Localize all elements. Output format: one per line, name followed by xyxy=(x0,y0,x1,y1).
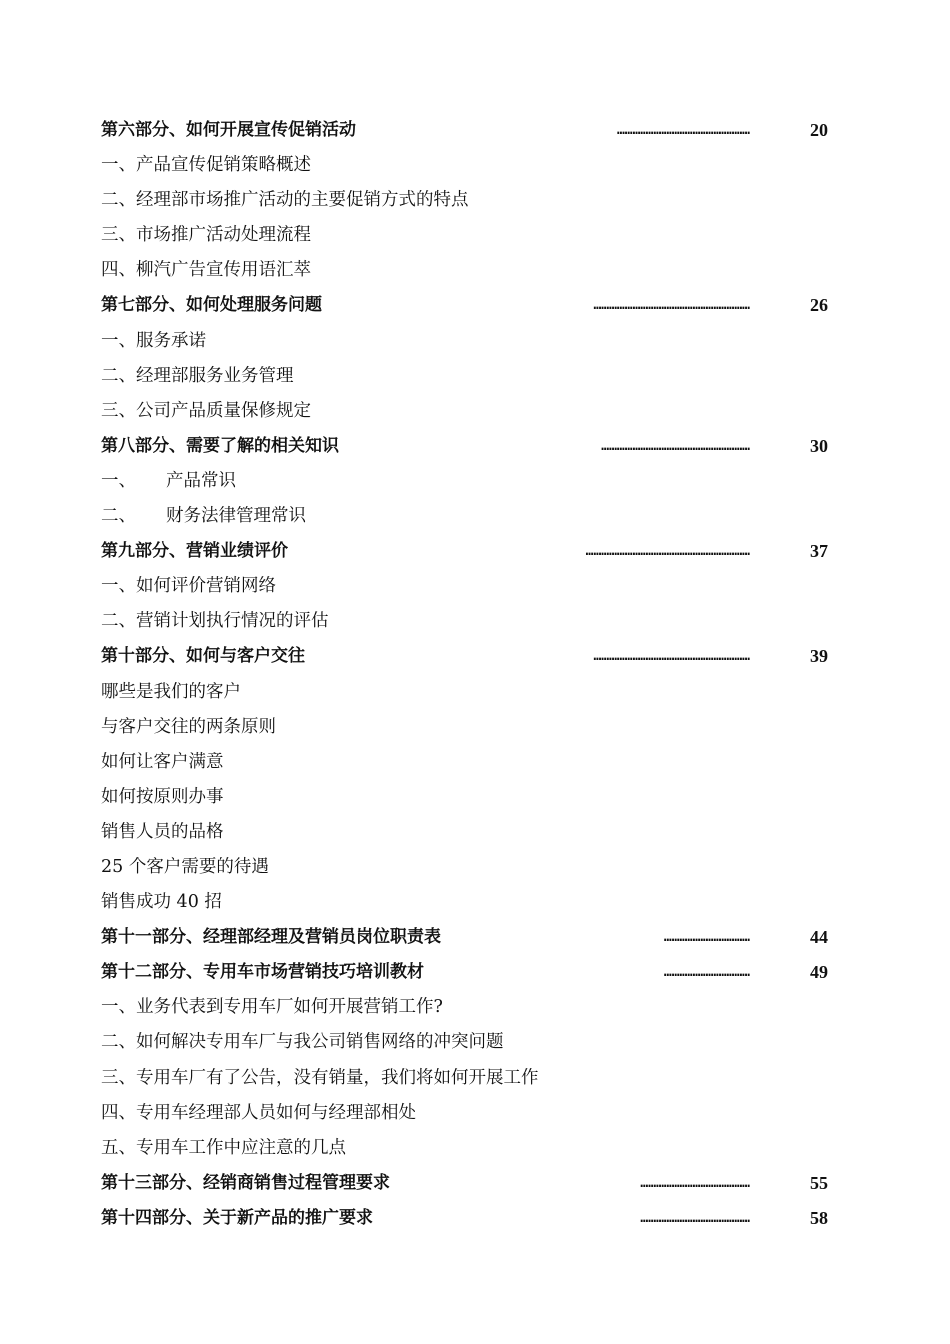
toc-subsection-item[interactable] xyxy=(101,1131,828,1166)
toc-entry-title: 四、专用车经理部人员如何与经理部相处 xyxy=(101,1102,416,1123)
toc-leader-dots: …………………………………………………… xyxy=(593,649,750,665)
toc-leader-dots: …………………………………………… xyxy=(616,123,750,138)
toc-entry-title: 如何按原则办事 xyxy=(101,786,224,807)
toc-section-heading[interactable] xyxy=(101,639,828,674)
toc-subsection-item[interactable] xyxy=(101,604,828,639)
toc-entry-title: 一、如何评价营销网络 xyxy=(101,576,276,597)
toc-entry-title: 三、专用车厂有了公告，没有销量，我们将如何开展工作 xyxy=(101,1067,539,1088)
toc-leader-dots: ………………………………………………… xyxy=(601,438,750,454)
toc-page-number: 20 xyxy=(810,120,828,140)
toc-subsection-item[interactable] xyxy=(101,148,828,183)
toc-entry-title: 一、业务代表到专用车厂如何开展营销工作? xyxy=(101,997,443,1018)
toc-entry-title: 第十二部分、专用车市场营销技巧培训教材 xyxy=(101,962,424,983)
toc-section-heading[interactable] xyxy=(101,113,828,148)
toc-section-heading[interactable] xyxy=(101,920,828,955)
toc-page-number: 44 xyxy=(810,927,828,948)
toc-entry-title: 三、市场推广活动处理流程 xyxy=(101,225,311,246)
toc-section-heading[interactable] xyxy=(101,534,828,569)
toc-entry-title: 五、专用车工作中应注意的几点 xyxy=(101,1137,346,1158)
toc-subsection-item[interactable] xyxy=(101,885,828,920)
toc-subsection-item[interactable] xyxy=(101,464,828,499)
toc-subsection-item[interactable] xyxy=(101,499,828,534)
toc-item-prefix: 二、 xyxy=(101,506,136,527)
toc-page-number: 49 xyxy=(810,962,828,983)
toc-section-heading[interactable] xyxy=(101,1201,828,1236)
toc-subsection-item[interactable] xyxy=(101,218,828,253)
toc-entry-title: 与客户交往的两条原则 xyxy=(101,716,276,737)
toc-section-heading[interactable] xyxy=(101,1166,828,1201)
toc-entry-title: 第八部分、需要了解的相关知识 xyxy=(101,435,339,456)
toc-subsection-item[interactable] xyxy=(101,990,828,1025)
toc-leader-dots: ……………………………………………………… xyxy=(585,544,750,560)
toc-section-heading[interactable] xyxy=(101,288,828,323)
toc-leader-dots: …………………………………… xyxy=(640,1210,750,1226)
toc-subsection-item[interactable] xyxy=(101,324,828,359)
toc-subsection-item[interactable] xyxy=(101,780,828,815)
toc-page-number: 55 xyxy=(810,1172,828,1193)
toc-entry-title: 销售人员的品格 xyxy=(101,821,224,842)
toc-entry-title: 四、柳汽广告宣传用语汇萃 xyxy=(101,260,311,281)
toc-subsection-item[interactable] xyxy=(101,569,828,604)
toc-entry-title: 第十四部分、关于新产品的推广要求 xyxy=(101,1207,373,1228)
toc-entry-title: 二、经理部市场推广活动的主要促销方式的特点 xyxy=(101,190,469,211)
toc-leader-dots: …………………………… xyxy=(663,930,750,946)
toc-subsection-item[interactable] xyxy=(101,850,828,885)
toc-entry-title: 第十一部分、经理部经理及营销员岗位职责表 xyxy=(101,927,441,948)
toc-entry-title: 二、如何解决专用车厂与我公司销售网络的冲突问题 xyxy=(101,1032,504,1053)
toc-entry-title: 财务法律管理常识 xyxy=(166,506,306,527)
toc-entry-title: 第七部分、如何处理服务问题 xyxy=(101,295,322,316)
toc-entry-title: 第十三部分、经销商销售过程管理要求 xyxy=(101,1172,390,1193)
toc-leader-dots: …………………………………………………… xyxy=(593,298,750,314)
toc-entry-title: 二、经理部服务业务管理 xyxy=(101,365,294,386)
toc-subsection-item[interactable] xyxy=(101,253,828,288)
toc-page-number: 30 xyxy=(810,435,828,456)
toc-entry-title: 销售成功 40 招 xyxy=(101,892,222,913)
toc-page-number: 37 xyxy=(810,541,828,562)
toc-item-prefix: 一、 xyxy=(101,470,136,491)
toc-entry-title: 第十部分、如何与客户交往 xyxy=(101,646,305,667)
table-of-contents xyxy=(101,113,828,1236)
toc-subsection-item[interactable] xyxy=(101,675,828,710)
toc-entry-title: 哪些是我们的客户 xyxy=(101,681,241,702)
toc-entry-title: 如何让客户满意 xyxy=(101,751,224,772)
toc-entry-title: 产品常识 xyxy=(166,470,236,491)
toc-section-heading[interactable] xyxy=(101,429,828,464)
toc-entry-title: 第六部分、如何开展宣传促销活动 xyxy=(101,120,356,140)
toc-subsection-item[interactable] xyxy=(101,1061,828,1096)
toc-subsection-item[interactable] xyxy=(101,1096,828,1131)
toc-subsection-item[interactable] xyxy=(101,359,828,394)
toc-entry-title: 第九部分、营销业绩评价 xyxy=(101,541,288,562)
toc-entry-title: 三、公司产品质量保修规定 xyxy=(101,400,311,421)
toc-entry-title: 25 个客户需要的待遇 xyxy=(101,856,269,877)
toc-entry-title: 一、产品宣传促销策略概述 xyxy=(101,155,311,176)
toc-subsection-item[interactable] xyxy=(101,710,828,745)
toc-subsection-item[interactable] xyxy=(101,745,828,780)
toc-subsection-item[interactable] xyxy=(101,394,828,429)
toc-page-number: 39 xyxy=(810,646,828,667)
toc-subsection-item[interactable] xyxy=(101,183,828,218)
toc-entry-title: 二、营销计划执行情况的评估 xyxy=(101,611,329,632)
toc-leader-dots: …………………………… xyxy=(663,965,750,981)
toc-page-number: 26 xyxy=(810,295,828,316)
toc-page-number: 58 xyxy=(810,1207,828,1228)
toc-leader-dots: …………………………………… xyxy=(640,1175,750,1191)
toc-entry-title: 一、服务承诺 xyxy=(101,330,206,351)
toc-subsection-item[interactable] xyxy=(101,815,828,850)
toc-subsection-item[interactable] xyxy=(101,1025,828,1060)
toc-section-heading[interactable] xyxy=(101,955,828,990)
